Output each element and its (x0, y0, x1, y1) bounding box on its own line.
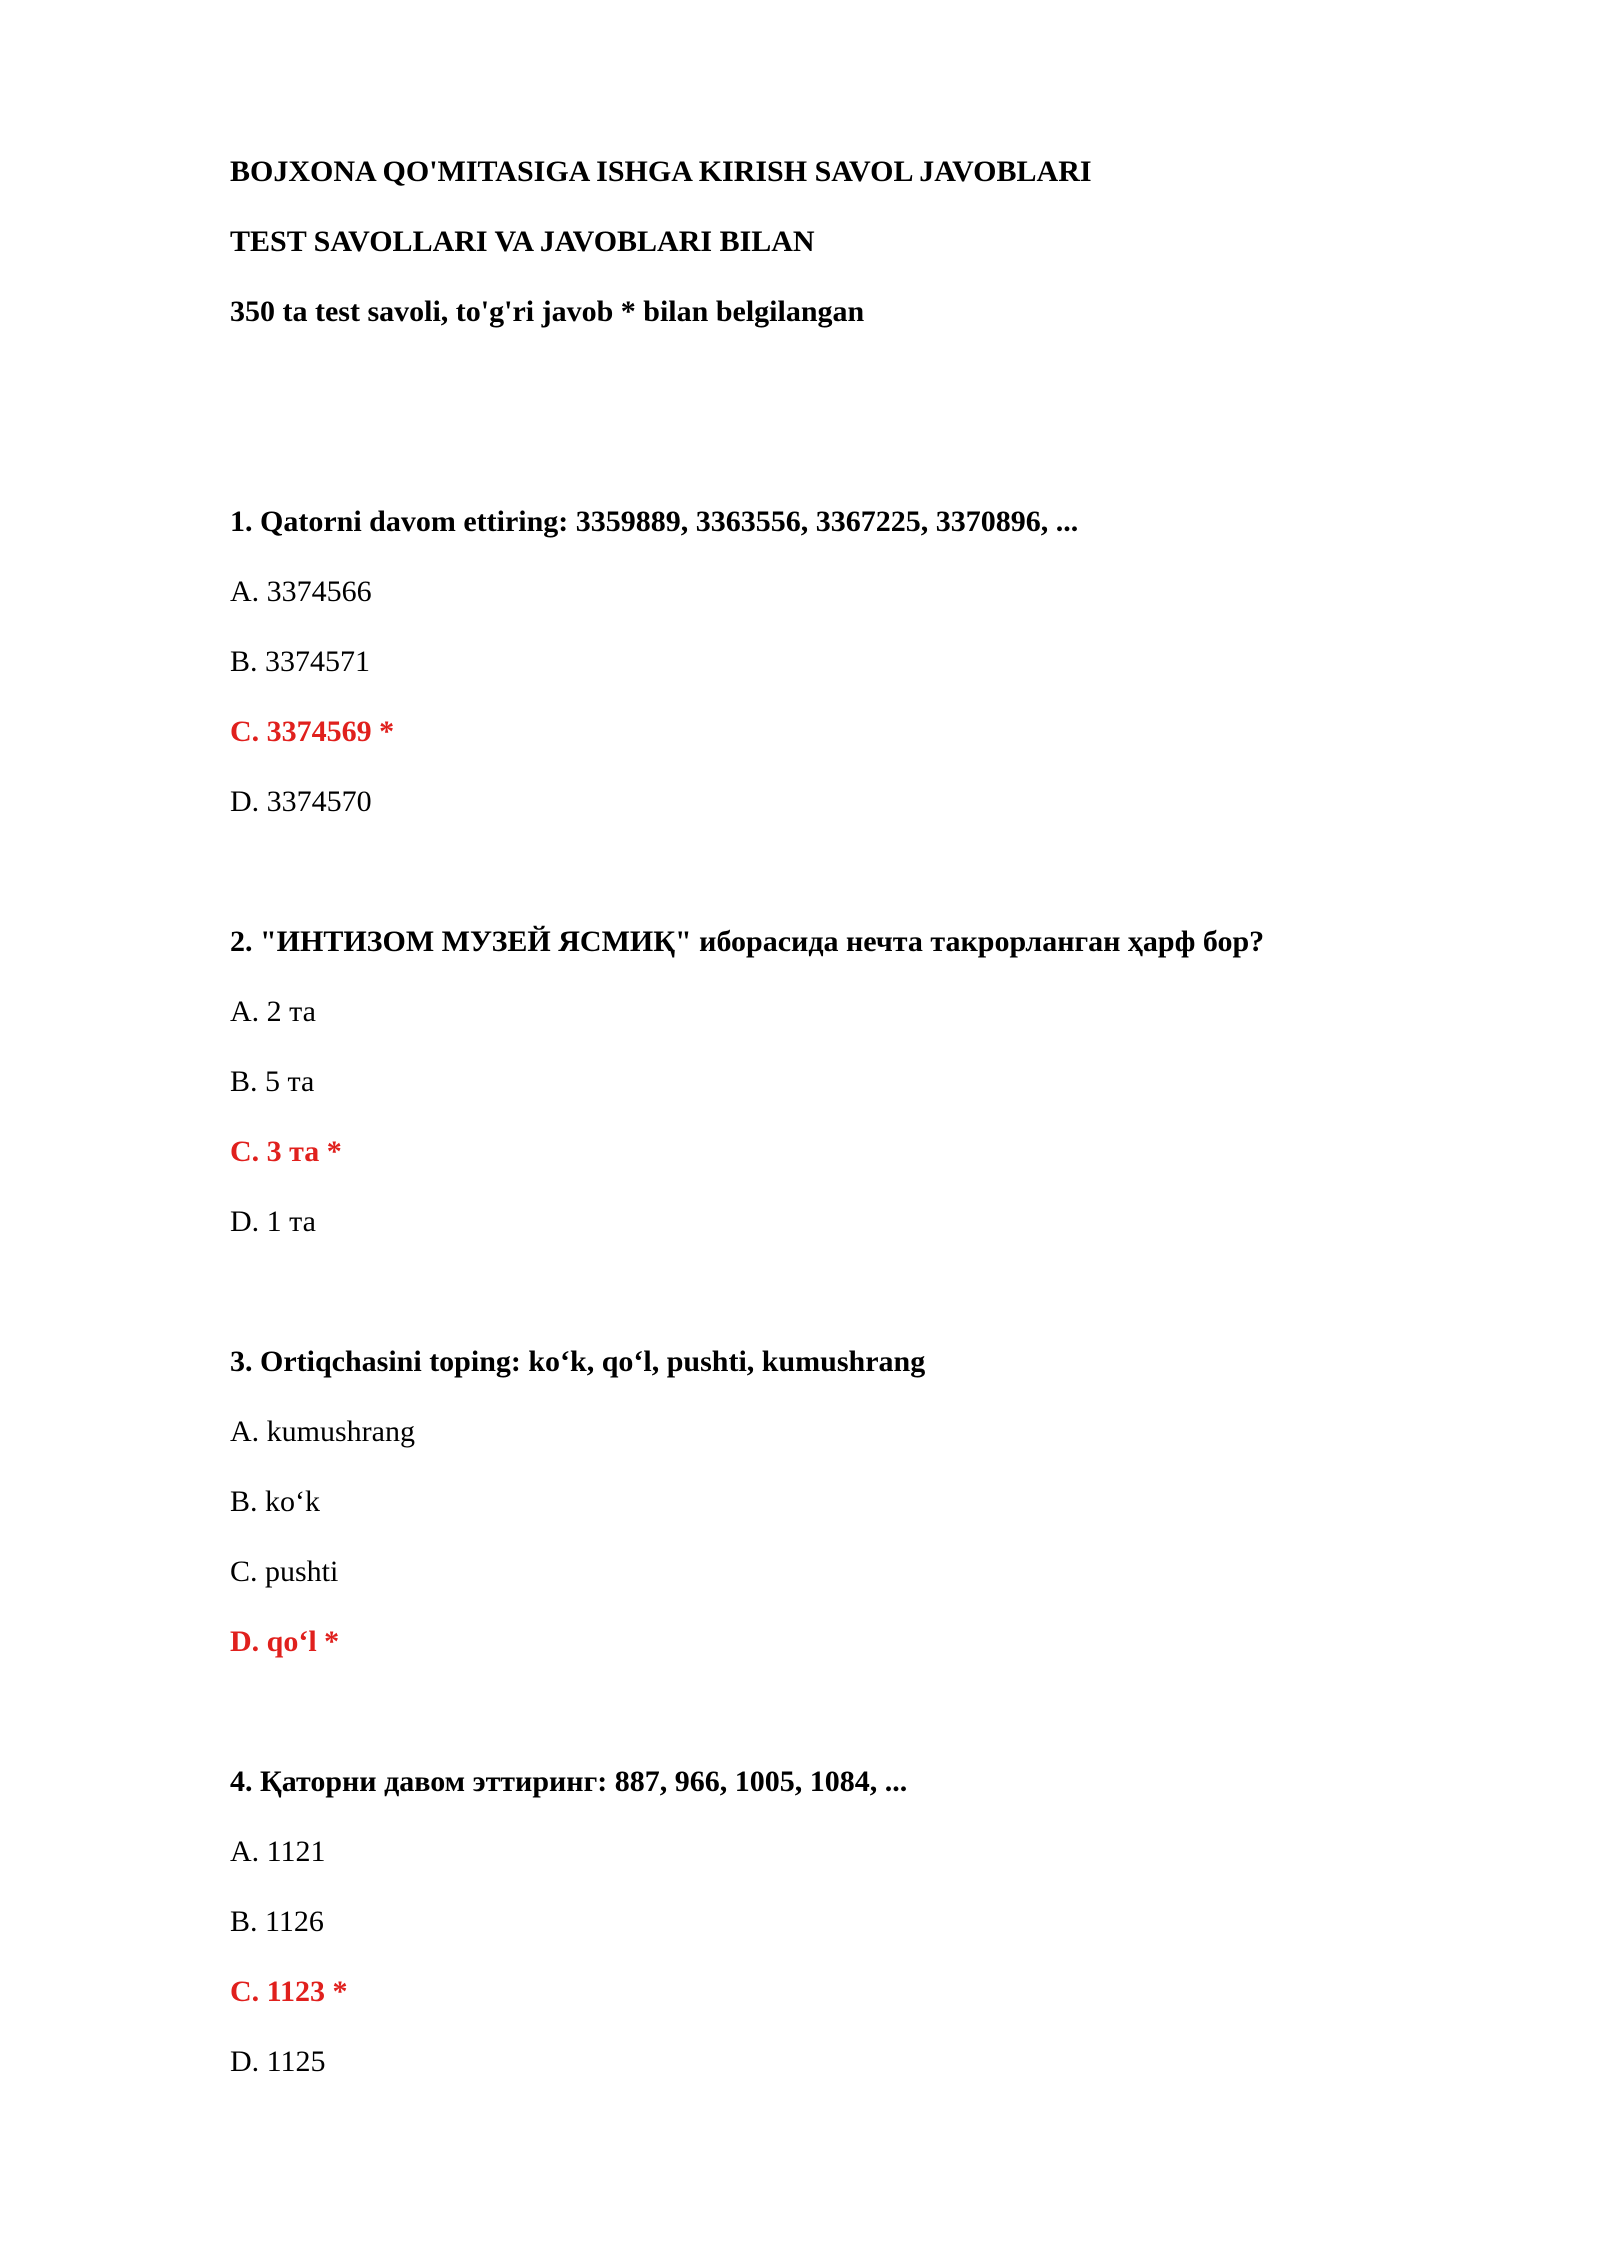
question-1-option-b: B. 3374571 (230, 645, 371, 678)
question-3-text: 3. Ortiqchasini toping: ko‘k, qo‘l, pushti, kumushrang (230, 1345, 926, 1378)
question-1-option-c-correct: C. 3374569 * (230, 715, 395, 748)
question-2-option-b: B. 5 та (230, 1065, 315, 1098)
document-subtitle: TEST SAVOLLARI VA JAVOBLARI BILAN (230, 225, 815, 258)
question-4-text: 4. Қаторни давом эттиринг: 887, 966, 1005, 1084, ... (230, 1765, 908, 1798)
question-3-option-d-correct: D. qo‘l * (230, 1625, 340, 1658)
question-4-option-d: D. 1125 (230, 2045, 326, 2078)
document-note: 350 ta test savoli, to'g'ri javob * bilan belgilangan (230, 295, 865, 328)
question-2-text: 2. "ИНТИЗОМ МУЗЕЙ ЯСМИҚ" иборасида нечта такрорланган ҳарф бор? (230, 925, 1265, 958)
question-4-option-b: B. 1126 (230, 1905, 324, 1938)
question-3-option-c: C. pushti (230, 1555, 339, 1588)
question-2-option-a: A. 2 та (230, 995, 316, 1028)
question-4-option-a: A. 1121 (230, 1835, 326, 1868)
question-3-option-a: A. kumushrang (230, 1415, 415, 1448)
document-title: BOJXONA QO'MITASIGA ISHGA KIRISH SAVOL JAVOBLARI (230, 155, 1092, 188)
question-2-option-c-correct: C. 3 та * (230, 1135, 342, 1168)
question-4-option-c-correct: C. 1123 * (230, 1975, 348, 2008)
question-1-option-a: A. 3374566 (230, 575, 372, 608)
question-2-option-d: D. 1 та (230, 1205, 316, 1238)
question-1-option-d: D. 3374570 (230, 785, 372, 818)
question-1-text: 1. Qatorni davom ettiring: 3359889, 3363556, 3367225, 3370896, ... (230, 505, 1079, 538)
question-3-option-b: B. ko‘k (230, 1485, 320, 1518)
